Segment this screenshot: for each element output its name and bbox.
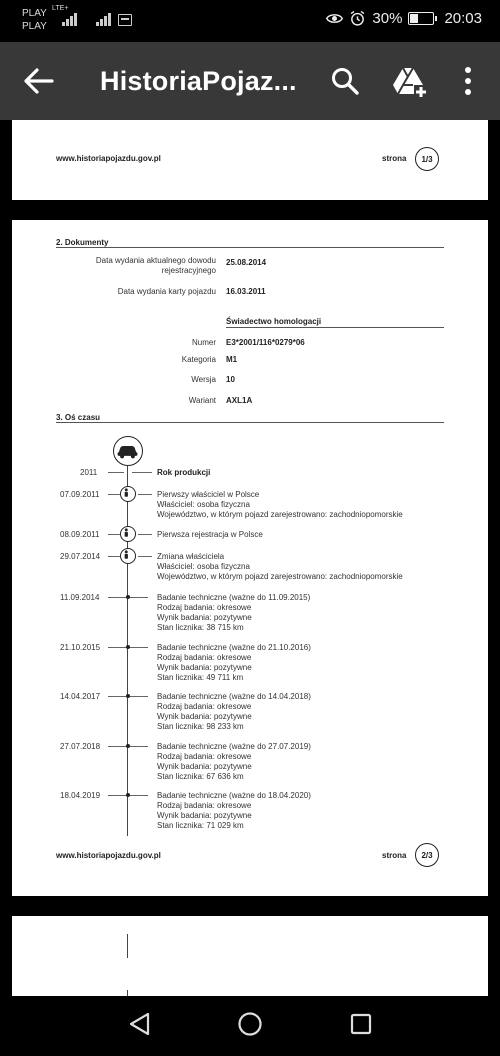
homologation-label: Wersja <box>191 375 216 384</box>
carrier-labels <box>22 7 47 33</box>
timeline-line <box>127 934 128 958</box>
section-divider <box>56 422 444 423</box>
page-number: 2/3 <box>415 843 439 867</box>
timeline-event-detail: Stan licznika: 38 715 km <box>157 623 244 632</box>
timeline-date: 08.09.2011 <box>60 530 100 539</box>
timeline-dot <box>126 645 130 649</box>
doc-label-dowod: Data wydania aktualnego dowodu rejestracyjnego <box>95 256 216 275</box>
signal-icon-2 <box>96 12 111 26</box>
page-label: strona <box>382 851 407 860</box>
google-drive-add-icon[interactable] <box>392 65 428 99</box>
timeline-event-detail: Stan licznika: 71 029 km <box>157 821 244 830</box>
timeline-event-detail: Rodzaj badania: okresowe <box>157 653 252 662</box>
timeline-date: 21.10.2015 <box>60 643 101 652</box>
timeline-event-title: Pierwsza rejestracja w Polsce <box>157 530 263 539</box>
timeline-date: 11.09.2014 <box>60 593 100 602</box>
timeline-dot <box>126 744 130 748</box>
circle-home-icon[interactable] <box>236 1010 264 1038</box>
timeline-event-detail: Stan licznika: 67 636 km <box>157 772 244 781</box>
homologation-value: E3*2001/116*0279*06 <box>226 338 305 347</box>
timeline-event-detail: Rodzaj badania: okresowe <box>157 801 252 810</box>
carrier-2: PLAY <box>22 21 47 32</box>
alarm-icon <box>349 10 366 27</box>
timeline-date: 29.07.2014 <box>60 552 101 561</box>
clock: 20:03 <box>444 10 482 27</box>
triangle-back-icon[interactable] <box>126 1010 154 1038</box>
person-icon <box>120 486 136 502</box>
timeline-event-detail: Rodzaj badania: okresowe <box>157 752 252 761</box>
search-icon[interactable] <box>330 66 360 96</box>
sim-card-icon <box>118 14 132 26</box>
timeline-event-title: Badanie techniczne (ważne do 27.07.2019) <box>157 742 311 751</box>
navigation-bar <box>0 996 500 1056</box>
eye-icon <box>326 10 343 27</box>
homologation-label: Numer <box>191 338 216 347</box>
timeline-date: 14.04.2017 <box>60 692 101 701</box>
arrow-left-icon[interactable] <box>22 66 56 96</box>
document-page-2 <box>12 220 488 896</box>
homologation-divider <box>226 327 444 328</box>
timeline-dot <box>126 694 130 698</box>
timeline-date: 07.09.2011 <box>60 490 100 499</box>
timeline-event-detail: Województwo, w którym pojazd zarejestrowano: zachodniopomorskie <box>157 510 403 519</box>
battery-percent: 30% <box>372 10 403 27</box>
timeline-event-title: Badanie techniczne (ważne do 21.10.2016) <box>157 643 311 652</box>
timeline-event-detail: Właściciel: osoba fizyczna <box>157 562 250 571</box>
timeline-event-detail: Wynik badania: pozytywne <box>157 811 252 820</box>
timeline-dot <box>126 793 130 797</box>
timeline-event-title: Pierwszy właściciel w Polsce <box>157 490 260 499</box>
timeline-date: 2011 <box>80 468 98 477</box>
timeline-event-detail: Stan licznika: 49 711 km <box>157 673 244 682</box>
status-bar <box>0 0 500 42</box>
doc-value-karta: 16.03.2011 <box>226 287 266 296</box>
timeline-event-detail: Rodzaj badania: okresowe <box>157 702 252 711</box>
footer-url[interactable]: www.historiapojazdu.gov.pl <box>56 851 161 860</box>
page-label: strona <box>382 154 407 163</box>
timeline-event-detail: Wynik badania: pozytywne <box>157 613 252 622</box>
timeline-event-title: Zmiana właściciela <box>157 552 225 561</box>
homologation-value: M1 <box>226 355 238 364</box>
square-recents-icon[interactable] <box>348 1011 374 1037</box>
timeline-date: 27.07.2018 <box>60 742 101 751</box>
timeline-event-title: Badanie techniczne (ważne do 18.04.2020) <box>157 791 311 800</box>
document-page-3 <box>12 916 488 996</box>
more-vert-icon[interactable] <box>458 66 478 96</box>
homologation-value: 10 <box>226 375 235 384</box>
timeline-event-detail: Wynik badania: pozytywne <box>157 712 252 721</box>
signal-icon <box>62 12 77 26</box>
timeline-date: 18.04.2019 <box>60 791 101 800</box>
homologation-label: Kategoria <box>181 355 216 364</box>
homologation-title: Świadectwo homologacji <box>226 317 322 326</box>
section-divider <box>56 247 444 248</box>
app-bar <box>0 42 500 120</box>
timeline-event-detail: Wynik badania: pozytywne <box>157 762 252 771</box>
person-icon <box>120 526 136 542</box>
section-title-os-czasu: 3. Oś czasu <box>56 413 101 422</box>
carrier-1: PLAY <box>22 8 47 19</box>
homologation-label: Wariant <box>188 396 216 405</box>
lte-label: LTE+ <box>52 5 69 12</box>
document-page-1 <box>12 120 488 200</box>
timeline-event-detail: Wynik badania: pozytywne <box>157 663 252 672</box>
status-right <box>326 10 482 27</box>
timeline-event-detail: Rodzaj badania: okresowe <box>157 603 252 612</box>
timeline-event-detail: Właściciel: osoba fizyczna <box>157 500 250 509</box>
person-icon <box>120 548 136 564</box>
battery-icon <box>408 12 434 25</box>
page-number: 1/3 <box>415 147 439 171</box>
doc-value-dowod: 25.08.2014 <box>226 258 267 267</box>
timeline-event-title: Badanie techniczne (ważne do 11.09.2015) <box>157 593 311 602</box>
app-title: HistoriaPojaz... <box>100 66 297 96</box>
timeline-event-title: Rok produkcji <box>157 468 211 477</box>
timeline-line <box>127 466 128 836</box>
footer-url[interactable]: www.historiapojazdu.gov.pl <box>56 154 161 163</box>
doc-label-karta: Data wydania karty pojazdu <box>117 287 216 296</box>
homologation-value: AXL1A <box>226 396 253 405</box>
timeline-event-title: Badanie techniczne (ważne do 14.04.2018) <box>157 692 311 701</box>
timeline-event-detail: Województwo, w którym pojazd zarejestrowano: zachodniopomorskie <box>157 572 403 581</box>
section-title-dokumenty: 2. Dokumenty <box>56 238 109 247</box>
timeline-event-detail: Stan licznika: 98 233 km <box>157 722 244 731</box>
car-icon <box>113 436 143 466</box>
timeline-dot <box>126 595 130 599</box>
